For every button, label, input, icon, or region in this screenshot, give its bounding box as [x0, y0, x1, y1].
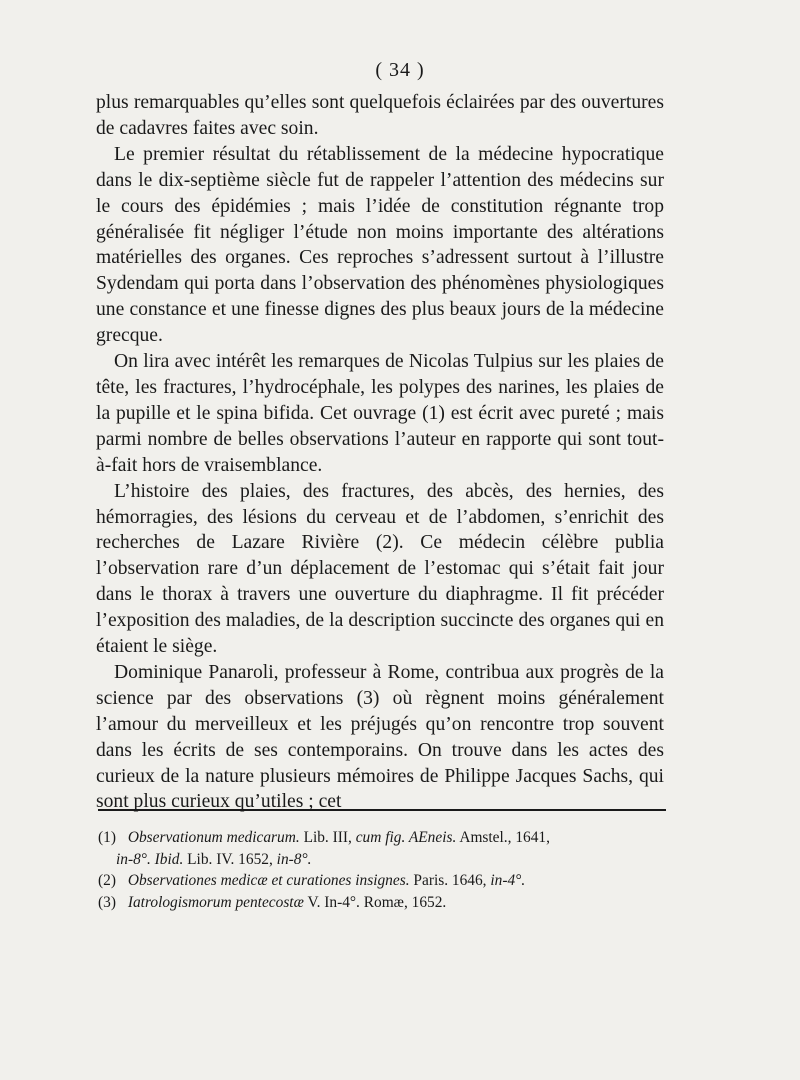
- footnote-lib: Lib. III,: [303, 829, 352, 846]
- footnote-marker: (3): [98, 893, 116, 911]
- page-number: ( 34 ): [375, 59, 425, 81]
- footnote-ibid: Ibid.: [154, 850, 184, 868]
- footnote-format: in-8°.: [276, 850, 312, 868]
- footnote-title: Iatrologismorum pentecostæ: [127, 893, 304, 911]
- body-text: [96, 90, 664, 815]
- footnote-1-continuation: [98, 849, 668, 871]
- footnote-rule: [98, 809, 666, 811]
- footnote-marker: (2): [98, 872, 116, 889]
- footnote-title: Observationum medicarum.: [127, 829, 300, 846]
- footnote-rest: V. In-4°. Romæ, 1652.: [307, 893, 447, 911]
- footnote-rest: Amstel., 1641,: [459, 829, 550, 846]
- footnote-2: [98, 870, 668, 892]
- footnote-rest: Lib. IV. 1652,: [187, 850, 273, 868]
- paragraph-panaroli: Dominique Panaroli, professeur à Rome, contribua aux progrès de la science par des observations (3) où règnent moins généralement l’amour du merveilleux et les préjugés qu’on rencontre trop souvent dans les écrits de ses contemporains. On trouve dans les actes des curieux de la nature plusieurs mémoires de Philippe Jacques Sachs, qui sont plus curieux qu’utiles ; cet: [96, 661, 664, 813]
- paragraph-hypocratic-medicine: Le premier résultat du rétablissement de la médecine hypocratique dans le dix-septième siècle fut de rappeler l’attention des médecins sur le cours des épidémies ; mais l’idée de constitution régnante trop généralisée fit négliger l’étude non moins importante des altérations matérielles des organes. Ces reproches s’adressent surtout à l’illustre Sydendam qui porta dans l’observation des phénomènes physiologiques une constance et une finesse dignes des plus beaux jours de la médecine grecque.: [96, 143, 664, 347]
- footnote-rest: Paris. 1646,: [413, 872, 487, 889]
- paragraph-tulpius: On lira avec intérêt les remarques de Nicolas Tulpius sur les plaies de tête, les fractures, l’hydrocéphale, les polypes des narines, les plaies de la pupille et le spina bifida. Cet ouvrage (1) est écrit avec pureté ; mais parmi nombre de belles observations l’auteur en rapporte qui sont tout-à-fait hors de vraisemblance.: [96, 351, 664, 476]
- paragraph-continuation: plus remarquables qu’elles sont quelquefois éclairées par des ouvertures de cadavres faites avec soin.: [96, 92, 664, 139]
- footnote-1: [98, 827, 668, 849]
- footnote-marker: (1): [98, 829, 116, 846]
- footnote-format: in-4°.: [490, 872, 526, 889]
- footnote-format: in-8°.: [116, 850, 151, 868]
- footnote-3: [98, 892, 668, 914]
- footnote-title: Observationes medicæ et curationes insignes.: [127, 872, 410, 889]
- footnotes: [98, 827, 668, 913]
- footnote-fig: cum fig. AEneis.: [355, 829, 457, 846]
- paragraph-riviere: L’histoire des plaies, des fractures, des abcès, des hernies, des hémorragies, des lésions du cerveau et de l’abdomen, s’enrichit des recherches de Lazare Rivière (2). Ce médecin célèbre publia l’observation rare d’un déplacement de l’estomac qui s’était fait jour dans le thorax à travers une ouverture du diaphragme. Il fit précéder l’exposition des maladies, de la description succincte des organes qui en étaient le siège.: [96, 480, 664, 658]
